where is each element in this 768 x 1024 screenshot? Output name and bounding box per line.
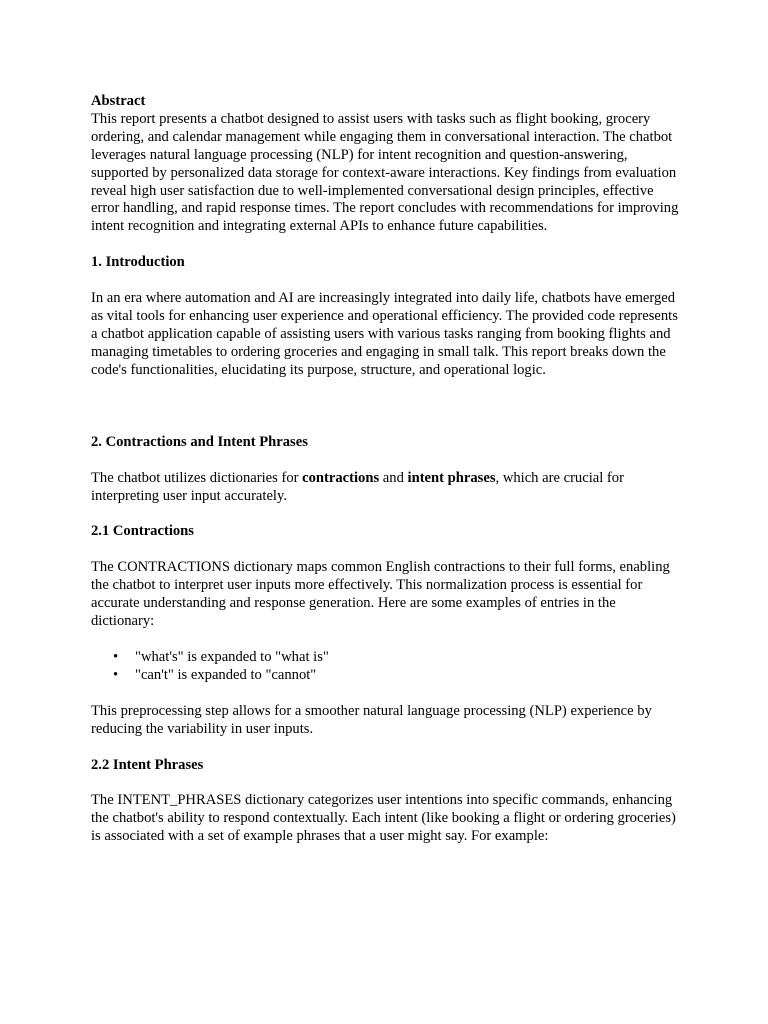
- list-item-text: "can't" is expanded to "cannot": [135, 666, 317, 683]
- introduction-heading: 1. Introduction: [91, 254, 185, 271]
- bullet-icon: •: [113, 666, 119, 683]
- abstract-body: This report presents a chatbot designed to assist users with tasks such as flight booking, grocery ordering, and calendar management while engaging them in conversational interaction. The chatbot leverages natural language processing (NLP) for intent recognition and question-answering, supported by personalized data storage for context-aware interactions. Key findings from evaluation reveal high user satisfaction due to well-implemented conversational design principles, effective error handling, and rapid response times. The report concludes with recommendations for improving intent recognition and integrating external APIs to enhance future capabilities.: [91, 110, 679, 235]
- section-2-text-2: and: [379, 469, 408, 486]
- section-2-2-heading: 2.2 Intent Phrases: [91, 756, 204, 773]
- contractions-examples-list: [91, 649, 681, 685]
- section-2-heading: 2. Contractions and Intent Phrases: [91, 433, 308, 450]
- introduction-body: In an era where automation and AI are increasingly integrated into daily life, chatbots have emerged as vital tools for enhancing user experience and operational efficiency. The provided code represents a chatbot application capable of assisting users with various tasks ranging from booking flights and managing timetables to ordering groceries and engaging in small talk. This report breaks down the code's functionalities, elucidating its purpose, structure, and operational logic.: [91, 290, 678, 378]
- document-page: [91, 93, 681, 846]
- bullet-icon: •: [113, 648, 119, 665]
- list-item: [113, 648, 681, 667]
- section-2-text-3: , which are crucial for interpreting user input accurately.: [91, 469, 624, 504]
- section-2-1-after: This preprocessing step allows for a smoother natural language processing (NLP) experience by reducing the variability in user inputs.: [91, 702, 652, 737]
- section-2-body: [91, 470, 681, 506]
- list-item-text: "what's" is expanded to "what is": [135, 648, 329, 665]
- section-2-1-heading: 2.1 Contractions: [91, 523, 194, 540]
- abstract-heading: Abstract: [91, 93, 146, 109]
- intent-phrases-term: intent phrases: [407, 469, 496, 486]
- section-2-text-1: The chatbot utilizes dictionaries for: [91, 469, 303, 486]
- list-item: [113, 666, 681, 685]
- section-2-1-body: The CONTRACTIONS dictionary maps common English contractions to their full forms, enabling the chatbot to interpret user inputs more effectively. This normalization process is essential for accurate understanding and response generation. Here are some examples of entries in the dictionary:: [91, 559, 670, 630]
- contractions-term: contractions: [302, 469, 380, 486]
- section-2-2-body: The INTENT_PHRASES dictionary categorizes user intentions into specific commands, enhancing the chatbot's ability to respond contextually. Each intent (like booking a flight or ordering groceries) is associated with a set of example phrases that a user might say. For example:: [91, 792, 676, 845]
